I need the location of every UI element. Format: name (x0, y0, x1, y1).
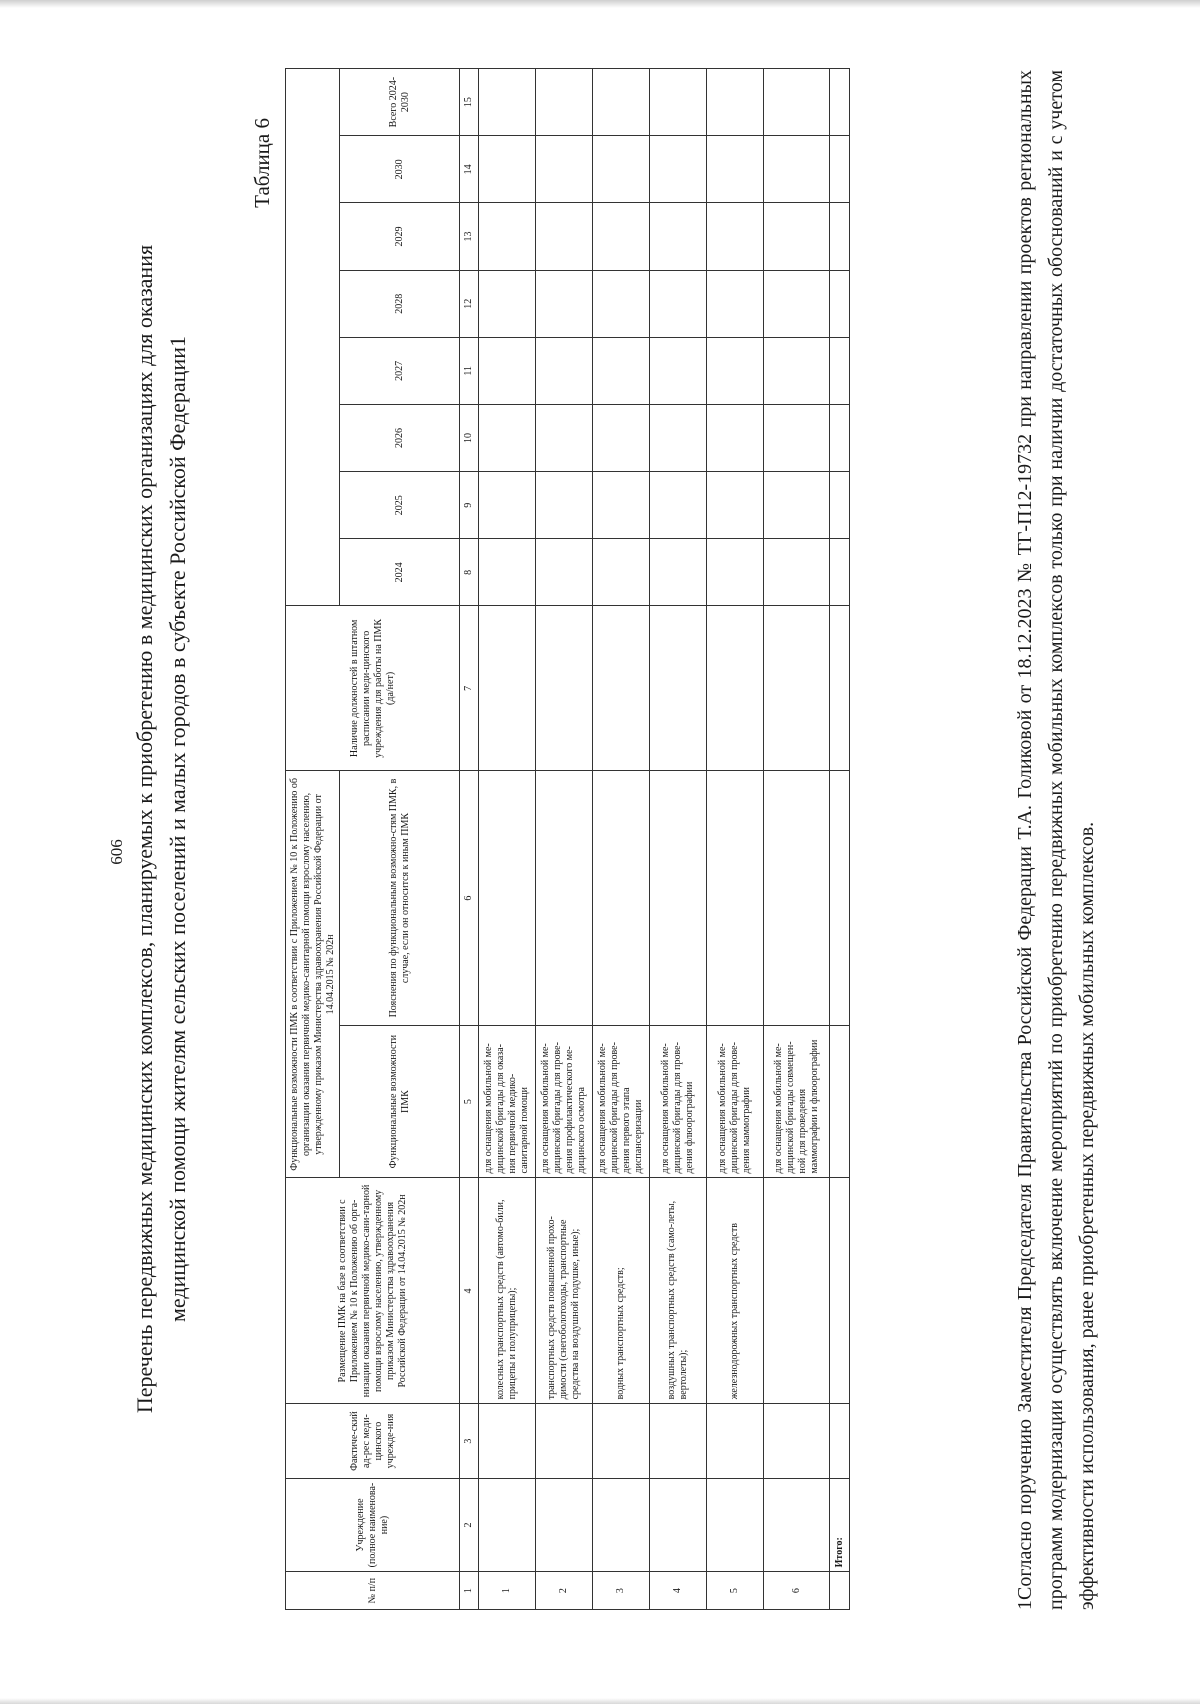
year-cell (707, 69, 764, 136)
institution-cell (764, 1478, 830, 1572)
year-cell (707, 136, 764, 203)
year-cell (536, 337, 593, 404)
year-cell (764, 337, 830, 404)
year-cell (593, 69, 650, 136)
header-year-2028: 2028 (340, 270, 460, 337)
column-number: 11 (460, 337, 479, 404)
year-cell (650, 472, 707, 539)
column-number: 7 (460, 606, 479, 771)
institution-cell (650, 1478, 707, 1572)
total-row-number-cell (830, 1572, 850, 1610)
column-number: 9 (460, 472, 479, 539)
scan-edge-bottom (0, 1698, 1200, 1704)
footnote: 1Согласно поручению Заместителя Председателя Правительства Российской Федерации Т.А. Голиковой от 18.12.2023 № ТГ-П12-19732 при направлении проектов региональных программ модернизации осуществлять включение мероприятий по приобретению передвижных мобильных комплексов только при наличии достаточных обоснований и с учетом эффективности использования, ранее приобретенных передвижных мобильных комплексов. (1014, 70, 1098, 1610)
header-year-2024: 2024 (340, 539, 460, 606)
year-cell (650, 270, 707, 337)
placement-cell: колесных транспортных средств (автомо-били, прицепы и полуприцепы); (479, 1178, 536, 1404)
year-cell (536, 203, 593, 270)
function-cell: для оснащения мобильной ме-дицинской бригады для прове-дения флюорографии (650, 1025, 707, 1178)
table-row (593, 69, 650, 1610)
row-number: 4 (650, 1572, 707, 1610)
header-year-total: Всего 2024-2030 (340, 69, 460, 136)
year-cell (536, 136, 593, 203)
column-number-row (460, 69, 479, 1610)
staff-cell (479, 606, 536, 771)
header-address: Фактиче-ский ад-рес меди-цинского учрежде-ния (286, 1404, 460, 1478)
year-cell (593, 472, 650, 539)
function-cell: для оснащения мобильной ме-дицинской бригады для прове-дения маммографии (707, 1025, 764, 1178)
year-cell (650, 136, 707, 203)
institution-cell (536, 1478, 593, 1572)
header-year-2030: 2030 (340, 136, 460, 203)
year-cell (593, 404, 650, 471)
total-cell (830, 1404, 850, 1478)
document-title: Перечень передвижных медицинских комплексов, планируемых к приобретению в медицинских организациях для оказания медицинской помощи жителям сельских поселений и малых городов в субъекте Российской Федерации1 (132, 244, 190, 1414)
total-cell (830, 337, 850, 404)
placement-cell: железнодорожных транспортных средств (707, 1178, 764, 1404)
institution-cell (593, 1478, 650, 1572)
table-row (479, 69, 536, 1610)
header-number: № п/п (286, 1572, 460, 1610)
year-cell (707, 203, 764, 270)
year-cell (536, 270, 593, 337)
placement-cell: транспортных средств повышенной прохо-димости (снегоболотоходы, транспортные средства на воздушной подушке, иные); (536, 1178, 593, 1404)
total-cell (830, 771, 850, 1025)
column-number: 13 (460, 203, 479, 270)
year-cell (764, 203, 830, 270)
year-cell (479, 270, 536, 337)
modernization-table (285, 68, 850, 1610)
total-cell (830, 136, 850, 203)
header-years-group (286, 69, 340, 606)
address-cell (479, 1404, 536, 1478)
function-notes-cell (764, 771, 830, 1025)
year-cell (650, 337, 707, 404)
total-cell (830, 69, 850, 136)
column-number: 8 (460, 539, 479, 606)
year-cell (593, 539, 650, 606)
function-notes-cell (536, 771, 593, 1025)
year-cell (764, 472, 830, 539)
column-number: 2 (460, 1478, 479, 1572)
placement-cell: водных транспортных средств; (593, 1178, 650, 1404)
page-number: 606 (107, 839, 126, 865)
address-cell (764, 1404, 830, 1478)
year-cell (707, 270, 764, 337)
staff-cell (650, 606, 707, 771)
row-number: 6 (764, 1572, 830, 1610)
column-number: 12 (460, 270, 479, 337)
header-function-notes: Пояснения по функциональным возможно-стям ПМК, в случае, если он относится к иным ПМК (340, 771, 460, 1025)
year-cell (536, 472, 593, 539)
address-cell (536, 1404, 593, 1478)
function-notes-cell (593, 771, 650, 1025)
table-row (764, 69, 830, 1610)
year-cell (707, 472, 764, 539)
year-cell (479, 337, 536, 404)
institution-cell (479, 1478, 536, 1572)
year-cell (536, 539, 593, 606)
staff-cell (764, 606, 830, 771)
header-year-2026: 2026 (340, 404, 460, 471)
header-institution: Учреждение (полное наименова-ние) (286, 1478, 460, 1572)
total-row (830, 69, 850, 1610)
year-cell (650, 539, 707, 606)
row-number: 3 (593, 1572, 650, 1610)
function-cell: для оснащения мобильной ме-дицинской бригады для прове-дения профилактического ме-дицинского осмотра (536, 1025, 593, 1178)
staff-cell (593, 606, 650, 771)
year-cell (593, 337, 650, 404)
column-number: 10 (460, 404, 479, 471)
total-cell (830, 472, 850, 539)
year-cell (593, 136, 650, 203)
year-cell (764, 136, 830, 203)
table-row (650, 69, 707, 1610)
total-cell (830, 606, 850, 771)
row-number: 2 (536, 1572, 593, 1610)
year-cell (593, 203, 650, 270)
function-notes-cell (650, 771, 707, 1025)
column-number: 15 (460, 69, 479, 136)
row-number: 1 (479, 1572, 536, 1610)
address-cell (593, 1404, 650, 1478)
year-cell (479, 69, 536, 136)
header-year-2025: 2025 (340, 472, 460, 539)
total-cell (830, 203, 850, 270)
total-cell (830, 1178, 850, 1404)
function-cell: для оснащения мобильной ме-дицинской бригады совмещен-ной для проведения маммографии и флюорографии (764, 1025, 830, 1178)
year-cell (593, 270, 650, 337)
row-number: 5 (707, 1572, 764, 1610)
year-cell (479, 539, 536, 606)
staff-cell (707, 606, 764, 771)
year-cell (707, 539, 764, 606)
year-cell (650, 203, 707, 270)
column-number: 14 (460, 136, 479, 203)
column-number: 4 (460, 1178, 479, 1404)
header-year-2029: 2029 (340, 203, 460, 270)
header-placement: Размещение ПМК на базе в соответствии с Приложением № 10 к Положению об орга-низации оказания первичной медико-сани-тарной помощи взрослому населению, утвержденному приказом Министерства здравоохранения Российской Федерации от 14.04.2015 № 202н (286, 1178, 460, 1404)
table-row (707, 69, 764, 1610)
year-cell (536, 404, 593, 471)
address-cell (650, 1404, 707, 1478)
header-function-group: Функциональные возможности ПМК в соответствии с Приложением № 10 к Положению об организации оказания первичной медико-санитарной помощи взрослому населению, утвержденному приказом Министерства здравоохранения Российской Федерации от 14.04.2015 № 202н (286, 771, 340, 1178)
table-label: Таблица 6 (250, 118, 274, 208)
year-cell (764, 69, 830, 136)
year-cell (764, 539, 830, 606)
year-cell (650, 69, 707, 136)
total-cell (830, 404, 850, 471)
header-function: Функциональные возможности ПМК (340, 1025, 460, 1178)
staff-cell (536, 606, 593, 771)
function-cell: для оснащения мобильной ме-дицинской бригады для прове-дения первого этапа диспансеризации (593, 1025, 650, 1178)
year-cell (707, 337, 764, 404)
year-cell (707, 404, 764, 471)
function-notes-cell (479, 771, 536, 1025)
year-cell (479, 136, 536, 203)
institution-cell (707, 1478, 764, 1572)
year-cell (764, 270, 830, 337)
placement-cell (764, 1178, 830, 1404)
year-cell (764, 404, 830, 471)
placement-cell: воздушных транспортных средств (само-леты, вертолеты); (650, 1178, 707, 1404)
year-cell (479, 472, 536, 539)
year-cell (479, 203, 536, 270)
column-number: 1 (460, 1572, 479, 1610)
function-notes-cell (707, 771, 764, 1025)
total-cell (830, 539, 850, 606)
header-year-2027: 2027 (340, 337, 460, 404)
year-cell (650, 404, 707, 471)
total-cell (830, 270, 850, 337)
table-row (536, 69, 593, 1610)
total-label: Итого: (830, 1478, 850, 1572)
function-cell: для оснащения мобильной ме-дицинской бригады для оказа-ния первичной медико-санитарной помощи (479, 1025, 536, 1178)
address-cell (707, 1404, 764, 1478)
year-cell (479, 404, 536, 471)
column-number: 3 (460, 1404, 479, 1478)
header-staff-positions: Наличие должностей в штатном расписании меди-цинского учреждения для работы на ПМК (да/нет) (286, 606, 460, 771)
year-cell (536, 69, 593, 136)
total-cell (830, 1025, 850, 1178)
column-number: 6 (460, 771, 479, 1025)
column-number: 5 (460, 1025, 479, 1178)
